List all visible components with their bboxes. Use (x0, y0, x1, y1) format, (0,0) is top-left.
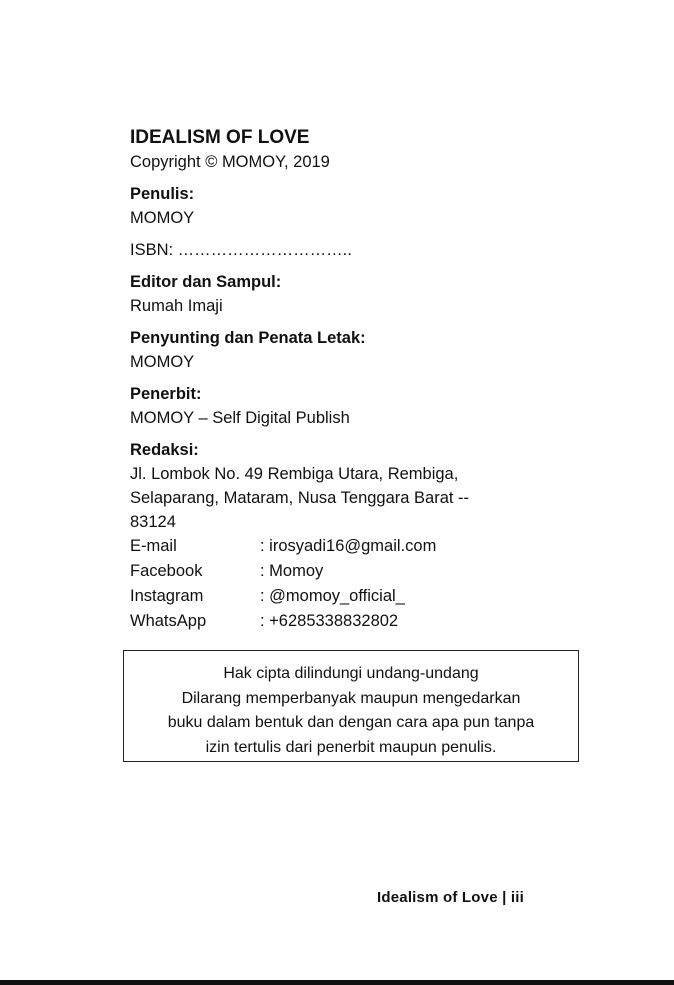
contact-facebook (130, 559, 590, 584)
book-title: IDEALISM OF LOVE (130, 127, 310, 148)
notice-line: izin tertulis dari penerbit maupun penulis. (205, 738, 497, 756)
contact-value: : @momoy_official_ (260, 587, 405, 605)
copyright-notice-box (123, 650, 579, 762)
contact-whatsapp (130, 609, 590, 634)
notice-line: Dilarang memperbanyak maupun mengedarkan (181, 689, 521, 707)
isbn-line: ISBN: ………………………….. (130, 241, 352, 259)
address-line: Jl. Lombok No. 49 Rembiga Utara, Rembiga, (130, 465, 459, 483)
contact-key: Instagram (130, 587, 204, 605)
publisher-label: Penerbit: (130, 385, 202, 403)
contact-key: Facebook (130, 562, 203, 580)
publisher-value: MOMOY – Self Digital Publish (130, 409, 350, 427)
contact-key: E-mail (130, 537, 177, 555)
copyright-line: Copyright © MOMOY, 2019 (130, 153, 330, 171)
contact-key: WhatsApp (130, 612, 207, 630)
editor-label: Editor dan Sampul: (130, 273, 282, 291)
layout-label: Penyunting dan Penata Letak: (130, 329, 366, 347)
contact-value: : irosyadi16@gmail.com (260, 537, 437, 555)
author-label: Penulis: (130, 185, 195, 203)
contact-value: : +6285338832802 (260, 612, 399, 630)
address-line: 83124 (130, 513, 176, 531)
notice-line: buku dalam bentuk dan dengan cara apa pun tanpa (167, 714, 535, 731)
author-value: MOMOY (130, 209, 195, 227)
contact-instagram (130, 584, 590, 609)
page-footer: Idealism of Love | iii (377, 889, 524, 906)
copyright-page-content (130, 126, 590, 634)
contact-email (130, 534, 590, 559)
notice-line: Hak cipta dilindungi undang-undang (223, 665, 479, 682)
contact-value: : Momoy (260, 562, 324, 580)
redaksi-label: Redaksi: (130, 441, 199, 459)
editor-value: Rumah Imaji (130, 297, 223, 315)
address-line: Selaparang, Mataram, Nusa Tenggara Barat -- (130, 489, 470, 507)
page-bottom-divider (0, 980, 674, 985)
layout-value: MOMOY (130, 353, 195, 371)
